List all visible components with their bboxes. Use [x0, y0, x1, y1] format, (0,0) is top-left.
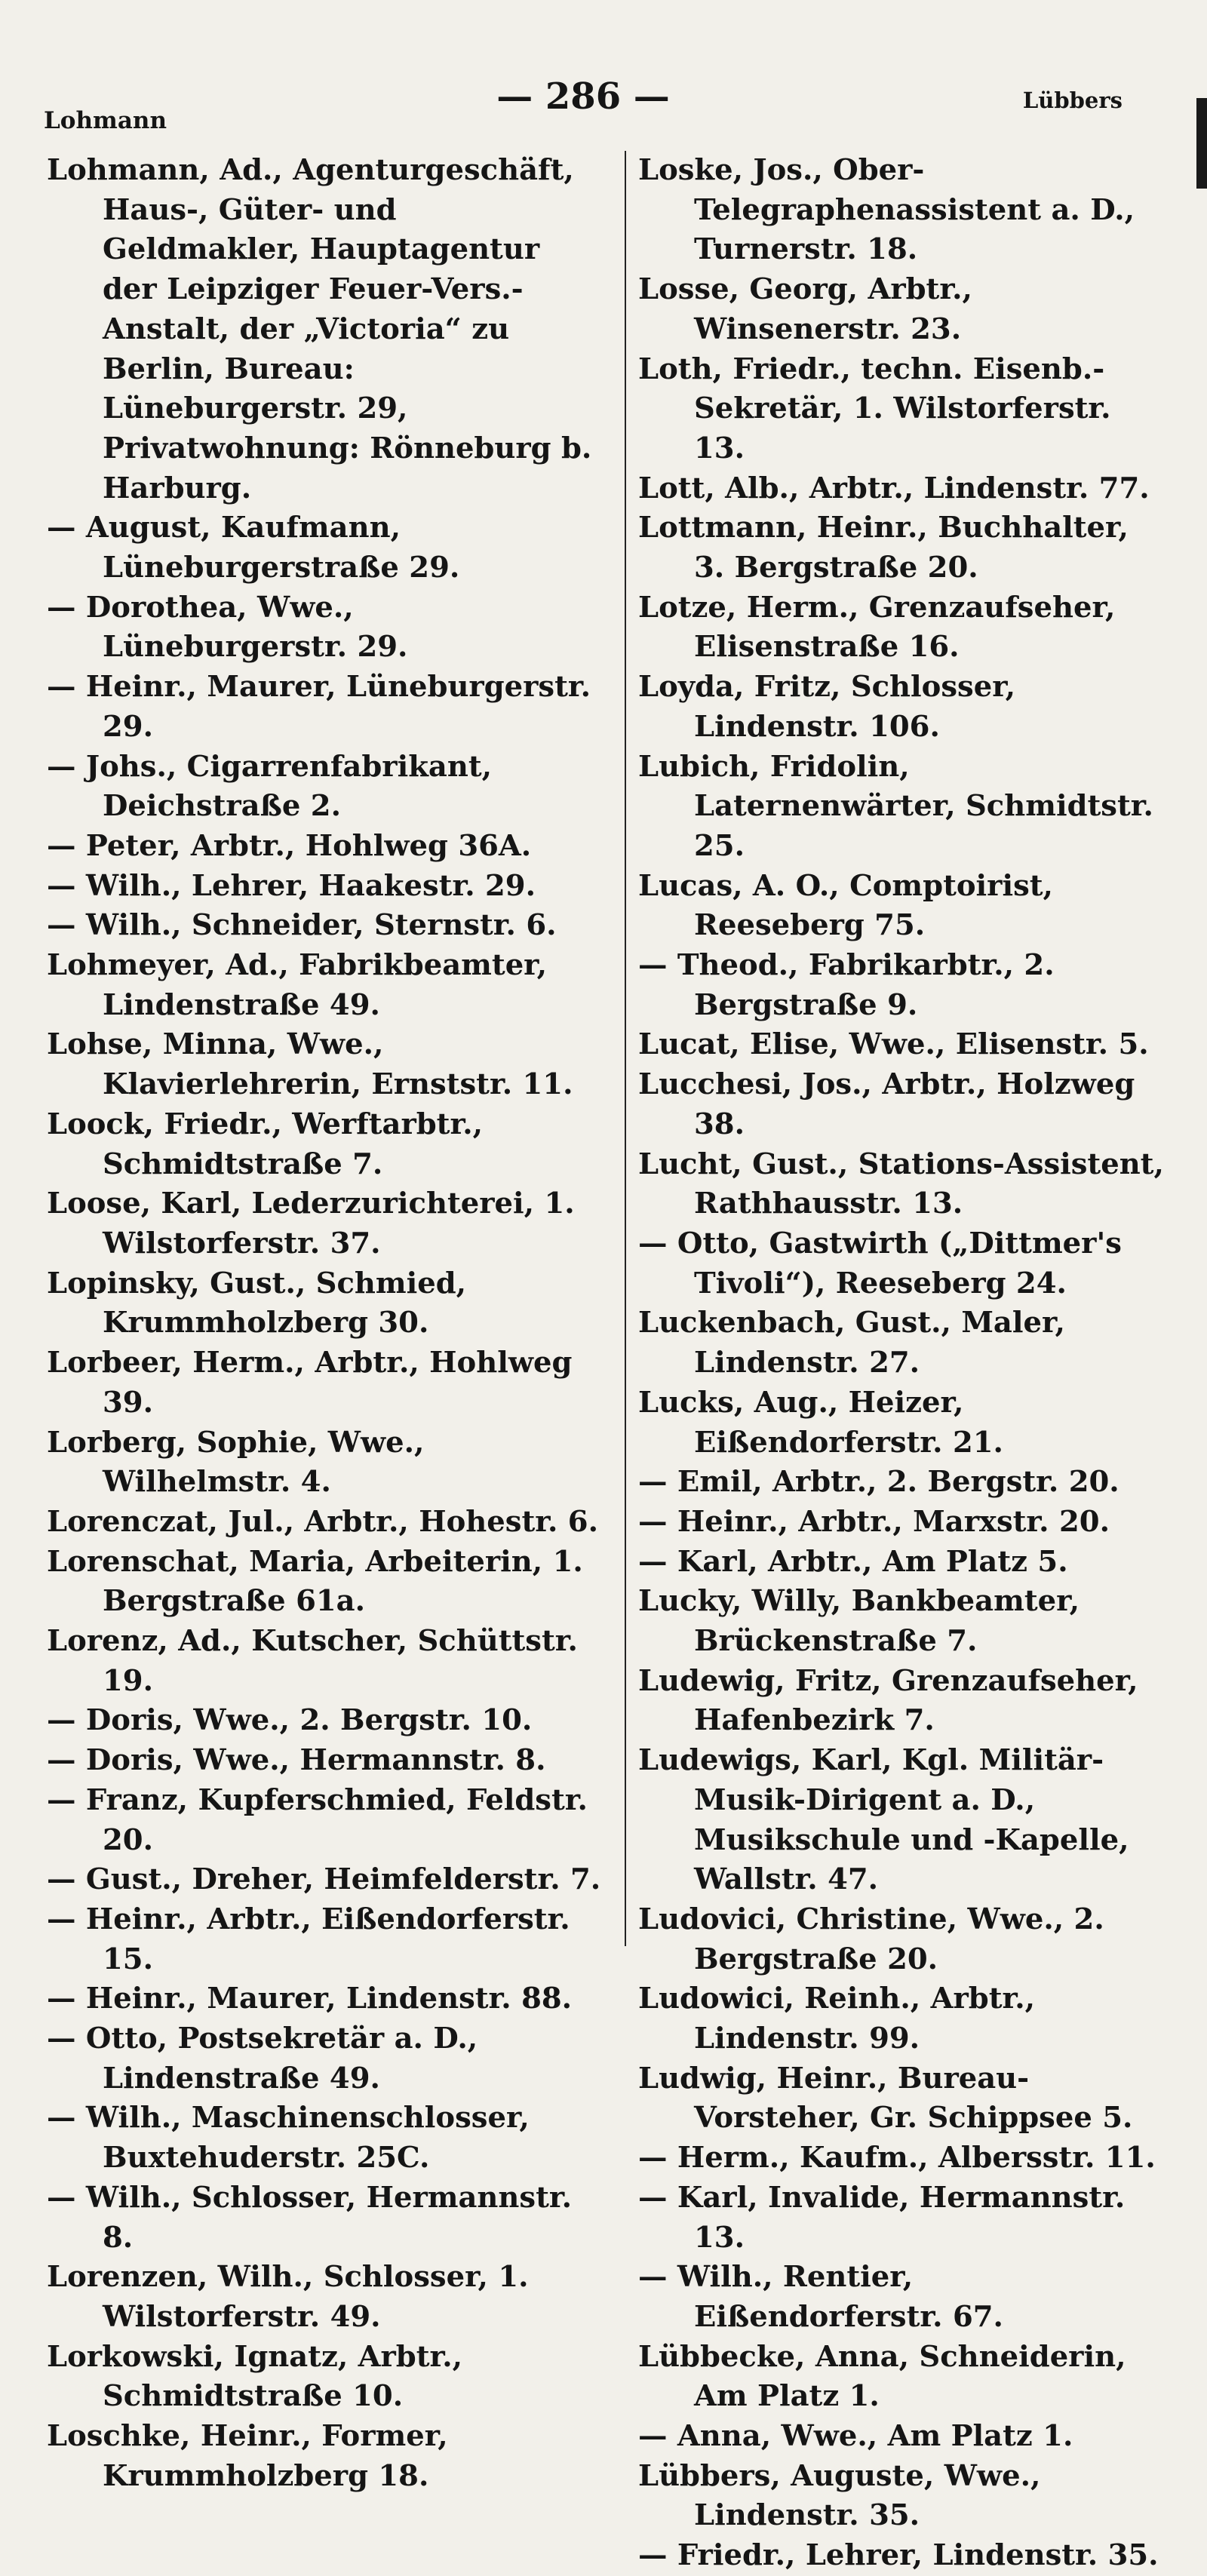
directory-entry: — Johs., Cigarrenfabrikant, Deichstraße 2. [47, 749, 493, 824]
directory-entry: — Anna, Wwe., Am Platz 1. [638, 2419, 1073, 2454]
directory-entry: — Emil, Arbtr., 2. Bergstr. 20. [638, 1465, 1119, 1500]
directory-entry: Lübbers, Auguste, Wwe., Lindenstr. 35. [638, 2458, 1041, 2533]
directory-entry: — Peter, Arbtr., Hohlweg 36A. [47, 828, 532, 863]
directory-entry: — Friedr., Lehrer, Lindenstr. 35. [638, 2538, 1159, 2573]
directory-entry: — Wilh., Lehrer, Haakestr. 29. [47, 868, 536, 903]
directory-entry: — Franz, Kupferschmied, Feldstr. 20. [47, 1782, 588, 1857]
directory-entry: Lucht, Gust., Stations-Assistent, Rathhausstr. 13. [638, 1147, 1164, 1221]
directory-entry: Lucchesi, Jos., Arbtr., Holzweg 38. [638, 1067, 1135, 1141]
directory-entry: Loske, Jos., Ober-Telegraphenassistent a. D., Turnerstr. 18. [638, 153, 1135, 267]
directory-entry: Lopinsky, Gust., Schmied, Krummholzberg 30. [47, 1266, 467, 1340]
directory-entry: Lorenzen, Wilh., Schlosser, 1. Wilstorferstr. 49. [47, 2260, 529, 2334]
directory-entry: — Karl, Arbtr., Am Platz 5. [638, 1544, 1068, 1579]
directory-entry: — Wilh., Maschinenschlosser, Buxtehuderstr. 25C. [47, 2101, 530, 2175]
directory-entry: Lorenczat, Jul., Arbtr., Hohestr. 6. [47, 1504, 598, 1539]
directory-entry: Lohse, Minna, Wwe., Klavierlehrerin, Ernststr. 11. [47, 1027, 573, 1102]
directory-entry: — Heinr., Arbtr., Eißendorferstr. 15. [47, 1902, 570, 1976]
header-right-name: Lübbers [1022, 88, 1123, 113]
directory-entry: Lorkowski, Ignatz, Arbtr., Schmidtstraße 10. [47, 2339, 463, 2414]
directory-entry: Loyda, Fritz, Schlosser, Lindenstr. 106. [638, 670, 1016, 744]
column-divider [625, 151, 626, 1946]
directory-entry: — Gust., Dreher, Heimfelderstr. 7. [47, 1862, 601, 1897]
directory-entry: Lottmann, Heinr., Buchhalter, 3. Bergstraße 20. [638, 511, 1129, 585]
directory-entry: Lübbecke, Anna, Schneiderin, Am Platz 1. [638, 2339, 1126, 2414]
directory-entry: Ludewig, Fritz, Grenzaufseher, Hafenbezirk 7. [638, 1663, 1138, 1738]
directory-entry: — Doris, Wwe., 2. Bergstr. 10. [47, 1703, 533, 1738]
directory-entry: Losse, Georg, Arbtr., Winsenerstr. 23. [638, 272, 972, 346]
directory-entry: — Theod., Fabrikarbtr., 2. Bergstraße 9. [638, 948, 1055, 1022]
directory-entry: — Wilh., Schlosser, Hermannstr. 8. [47, 2180, 573, 2255]
page-number: — 286 — [496, 75, 670, 118]
directory-entry: — August, Kaufmann, Lüneburgerstraße 29. [47, 511, 460, 585]
directory-entry: Lucas, A. O., Comptoirist, Reeseberg 75. [638, 868, 1053, 943]
left-column [47, 151, 601, 2496]
directory-entry: Loose, Karl, Lederzurichterei, 1. Wilstorferstr. 37. [47, 1187, 575, 1260]
directory-entry: Loock, Friedr., Werftarbtr., Schmidtstraße 7. [47, 1107, 484, 1181]
directory-entry: Luckenbach, Gust., Maler, Lindenstr. 27. [638, 1306, 1065, 1380]
page-edge-mark [1196, 98, 1207, 189]
directory-entry: — Heinr., Arbtr., Marxstr. 20. [638, 1504, 1110, 1539]
directory-entry: — Doris, Wwe., Hermannstr. 8. [47, 1743, 546, 1778]
directory-entry: Loschke, Heinr., Former, Krummholzberg 18. [47, 2419, 448, 2493]
directory-entry: Ludowici, Reinh., Arbtr., Lindenstr. 99. [638, 1982, 1036, 2056]
directory-entry: Lorberg, Sophie, Wwe., Wilhelmstr. 4. [47, 1425, 425, 1500]
directory-entry: — Karl, Invalide, Hermannstr. 13. [638, 2180, 1126, 2255]
directory-entry: Lorenschat, Maria, Arbeiterin, 1. Bergstraße 61a. [47, 1544, 583, 1619]
directory-entry: Lott, Alb., Arbtr., Lindenstr. 77. [638, 471, 1150, 505]
directory-entry: Ludovici, Christine, Wwe., 2. Bergstraße 20. [638, 1902, 1104, 1976]
directory-entry: — Heinr., Maurer, Lindenstr. 88. [47, 1982, 573, 2016]
directory-entry: Lucks, Aug., Heizer, Eißendorferstr. 21. [638, 1385, 1003, 1460]
directory-entry: Lucky, Willy, Bankbeamter, Brückenstraße 7. [638, 1584, 1080, 1659]
directory-entry: Lubich, Fridolin, Laternenwärter, Schmidtstr. 25. [638, 749, 1153, 863]
directory-entry: — Dorothea, Wwe., Lüneburgerstr. 29. [47, 590, 408, 665]
directory-entry: — Heinr., Maurer, Lüneburgerstr. 29. [47, 670, 591, 744]
directory-entry: Ludwig, Heinr., Bureau-Vorsteher, Gr. Schippsee 5. [638, 2061, 1133, 2135]
directory-entry: Lotze, Herm., Grenzaufseher, Elisenstraße 16. [638, 590, 1116, 665]
directory-entry: — Otto, Postsekretär a. D., Lindenstraße 49. [47, 2022, 478, 2095]
page-header [44, 75, 1123, 134]
directory-entry: — Herm., Kaufm., Albersstr. 11. [638, 2141, 1156, 2175]
directory-entry: Lorenz, Ad., Kutscher, Schüttstr. 19. [47, 1624, 578, 1698]
directory-entry: Lohmeyer, Ad., Fabrikbeamter, Lindenstraße 49. [47, 948, 548, 1022]
directory-entry: Ludewigs, Karl, Kgl. Militär-Musik-Dirigent a. D., Musikschule und -Kapelle, Wallstr. 47. [638, 1743, 1129, 1897]
directory-entry: Lohmann, Ad., Agenturgeschäft, Haus-, Güter- und Geldmakler, Hauptagentur der Leipziger Feuer-Vers.-Anstalt, der „Victoria“ zu Berlin, Bureau: Lüneburgerstr. 29, Privatwohnung: Rönneburg b. Harburg. [47, 153, 592, 505]
directory-entry: Lorbeer, Herm., Arbtr., Hohlweg 39. [47, 1346, 573, 1420]
directory-entry: Loth, Friedr., techn. Eisenb.-Sekretär, 1. Wilstorferstr. 13. [638, 352, 1111, 465]
header-left-name: Lohmann [44, 107, 167, 134]
directory-entry: — Wilh., Rentier, Eißendorferstr. 67. [638, 2260, 1003, 2334]
directory-entry: Lucat, Elise, Wwe., Elisenstr. 5. [638, 1027, 1149, 1062]
right-column [638, 151, 1166, 2576]
directory-entry: — Wilh., Schneider, Sternstr. 6. [47, 908, 557, 943]
directory-entry: — Otto, Gastwirth („Dittmer's Tivoli“), Reeseberg 24. [638, 1226, 1122, 1300]
